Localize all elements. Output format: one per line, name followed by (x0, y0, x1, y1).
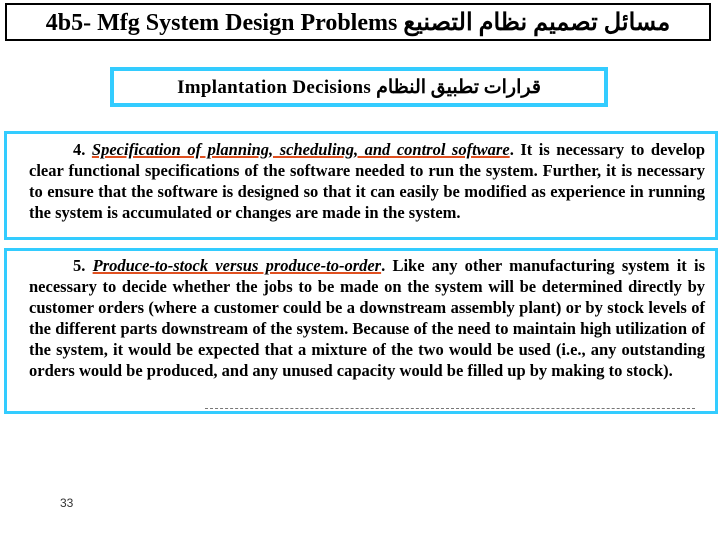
slide-subtitle: Implantation Decisions قرارات تطبيق النظام (110, 67, 608, 107)
item-box-produce-to-stock (4, 248, 718, 414)
page-number: 33 (60, 496, 74, 510)
scan-artifact-line (205, 400, 695, 409)
item-heading: Specification of planning, scheduling, and control software (91, 140, 510, 159)
item-paragraph (29, 139, 705, 223)
item-box-software-specification (4, 131, 718, 240)
slide-title: 4b5- Mfg System Design Problems مسائل تصميم نظام التصنيع (5, 3, 711, 41)
item-heading: Produce-to-stock versus produce-to-order (92, 256, 382, 275)
item-paragraph (29, 255, 705, 381)
item-number: 5. (73, 256, 86, 275)
item-body: . Like any other manufacturing system it is necessary to decide whether the jobs to be made on the system will be determined directly by customer orders (where a customer could be a downstream assembly plant) or by stock levels of the different parts downstream of the system. Because of the need to maintain high utilization of the system, it would be expected that a mixture of the two would be used (i.e., any outstanding orders would be produced, and any unused capacity would be filled up by making to stock). (29, 256, 706, 380)
item-number: 4. (73, 140, 86, 159)
item-body: . It is necessary to develop clear functional specifications of the software needed to run the system. Further, it is necessary to ensure that the software is designed so that it can easily be modified as experience in running the system is accumulated or changes are made in the system. (29, 140, 705, 222)
